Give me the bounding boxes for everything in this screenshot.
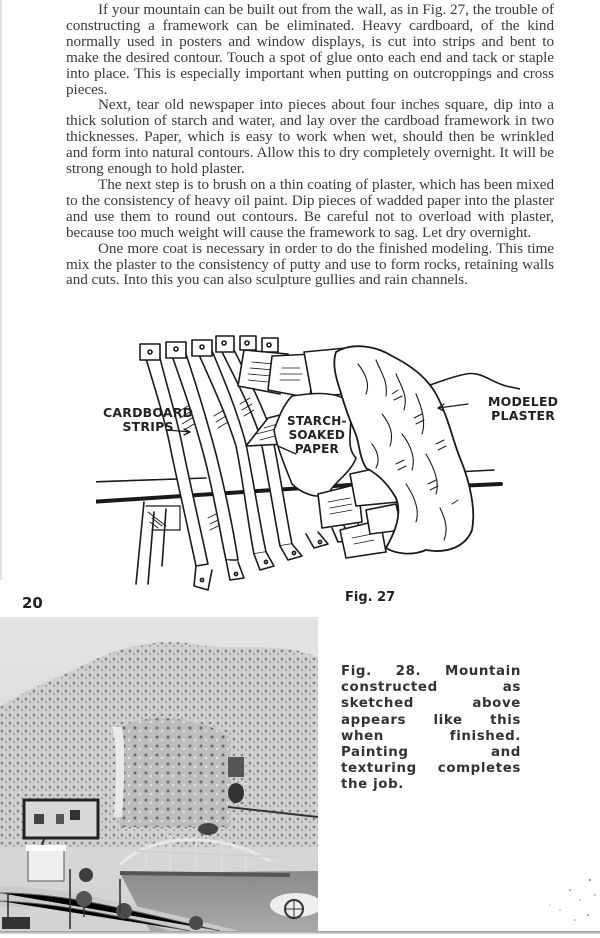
photo-tree (116, 903, 132, 919)
label-cardboard-strips (103, 406, 193, 434)
label-line: PLASTER (491, 408, 556, 423)
strip-tab (262, 338, 278, 352)
body-text (66, 2, 554, 288)
label-line: STARCH- (287, 414, 347, 428)
label-line: STRIPS (122, 419, 174, 434)
paragraph: The next step is to brush on a thin coating of plaster, which has been mixed to the consistency of heavy oil paint. Dip pieces of wadded paper into the plaster and use them to round out contours. Be careful not to overload with plaster, because too much weight will cause the framework to sag. Let dry overnight. (66, 175, 554, 241)
photo-tree (189, 916, 203, 930)
label-starch-soaked-paper (287, 414, 347, 456)
paper-specks (500, 860, 600, 930)
photo-tunnel-portal (198, 823, 218, 835)
strip-tab (240, 336, 256, 350)
label-line: MODELED (488, 394, 559, 409)
photo-tree (76, 891, 92, 907)
figure-28-photo (0, 617, 318, 931)
cardboard-strip (144, 350, 208, 566)
paragraph: One more coat is necessary in order to do the finished modeling. This time mix the plaster to the consistency of putty and use to form rocks, retaining walls and cuts. Into this you can also sculpture gullies and rain channels. (66, 239, 554, 289)
label-modeled-plaster (488, 395, 558, 423)
photo-tree (79, 868, 93, 882)
figure-27-caption: Fig. 27 (345, 590, 396, 605)
table-leg (162, 509, 166, 566)
photo-tunnel-portal (228, 783, 244, 803)
page-number: 20 (22, 594, 43, 612)
figure-28-caption: Fig. 28. Mountain constructed as sketched above appears like this when finished. Painting and texturing completes the job. (341, 664, 521, 793)
page-bottom-edge (0, 931, 600, 934)
photo-cliff (120, 718, 230, 827)
table-bracket (146, 506, 180, 530)
strip-tab (166, 342, 186, 358)
table-leg (136, 502, 144, 584)
paragraph: If your mountain can be built out from the wall, as in Fig. 27, the trouble of constructing a framework can be eliminated. Heavy cardboard, of the kind normally used in posters and window displays, is cut into strips and bent to make the desired contour. Touch a spot of glue onto each end and tack or staple into place. This is especially important when putting on outcroppings and cross pieces. (66, 1, 554, 98)
photo-locomotive (2, 917, 30, 929)
paragraph: Next, tear old newspaper into pieces about four inches square, dip into a thick solution of starch and water, and lay over the cardboad framework in two thicknesses. Paper, which is easy to work when wet, should then be wrinkled and form into natural contours. Allow this to dry completely overnight. It will be strong enough to hold plaster. (66, 96, 554, 178)
page-edge-shadow (0, 0, 3, 580)
label-line: SOAKED (288, 428, 346, 442)
label-line: CARDBOARD (103, 405, 194, 420)
strip-tab (192, 340, 212, 356)
label-line: PAPER (294, 442, 339, 456)
figure-27-illustration (96, 334, 520, 596)
strip-tab (140, 344, 160, 360)
photo-shed (28, 849, 64, 881)
